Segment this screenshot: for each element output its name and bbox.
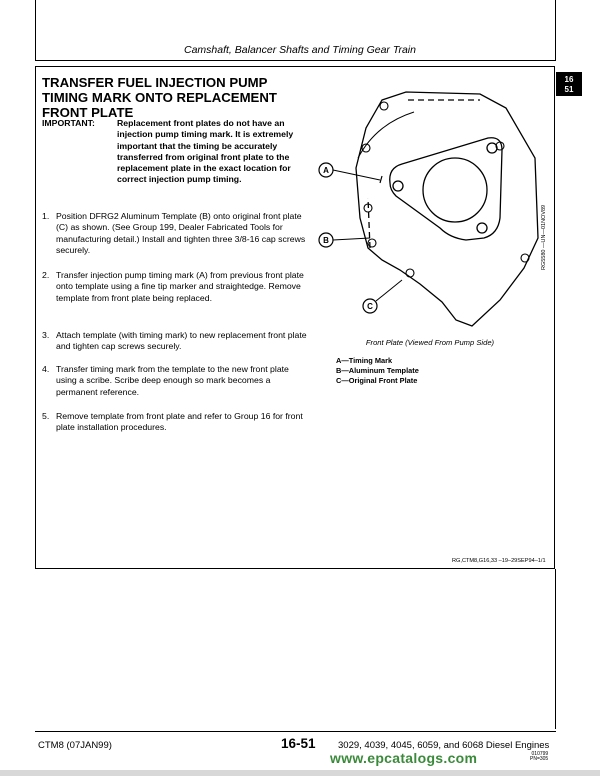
footer-date-code: 010799: [531, 751, 549, 757]
step-text: Attach template (with timing mark) to new replacement front plate and tighten cap screws securely.: [56, 330, 307, 352]
callout-label: B: [323, 236, 329, 245]
bottom-bar: [0, 770, 600, 776]
footer-manual-id: CTM8 (07JAN99): [38, 740, 112, 751]
timing-mark: [380, 176, 382, 183]
template-screw: [393, 181, 403, 191]
figure-id: RG5580 —UN—01NOV89: [541, 204, 547, 270]
watermark-link[interactable]: www.epcatalogs.com: [330, 750, 478, 766]
legend-item: A—Timing Mark: [336, 356, 393, 365]
important-label: IMPORTANT:: [42, 118, 95, 128]
section-tab: [556, 72, 582, 96]
legend-item: B—Aluminum Template: [336, 366, 419, 375]
callout-label: C: [367, 302, 373, 311]
footer-page-number: 16-51: [281, 736, 316, 751]
bolt-hole: [380, 102, 388, 110]
callout-a: [319, 163, 380, 180]
bolt-hole: [521, 254, 529, 262]
footer-code: [530, 752, 548, 762]
figure-caption: Front Plate (Viewed From Pump Side): [365, 338, 495, 347]
template-screw: [477, 223, 487, 233]
step-number: 1.: [42, 211, 50, 221]
section-title: TRANSFER FUEL INJECTION PUMP TIMING MARK ONTO REPLACEMENT FRONT PLATE: [42, 75, 277, 120]
callout-b: [319, 233, 370, 247]
template-screw: [487, 143, 497, 153]
right-rule-bottom: [555, 569, 556, 729]
pump-bore: [423, 158, 487, 222]
footer-engine-models: 3029, 4039, 4045, 6059, and 6068 Diesel Engines: [338, 740, 550, 751]
step-number: 4.: [42, 364, 50, 374]
tab-group: 16: [564, 75, 574, 84]
footer-pn: PN=305: [530, 756, 549, 762]
bolt-hole: [406, 269, 414, 277]
callout-label: A: [323, 166, 329, 175]
header-rule: [35, 60, 556, 61]
callout-c: [363, 280, 402, 313]
plate-contour: [358, 112, 414, 158]
aluminum-template: [390, 138, 502, 240]
page-header-title: Camshaft, Balancer Shafts and Timing Gear Train: [184, 44, 416, 56]
step-text: Transfer timing mark from the template to the new front plate using a scribe. Scribe deep enough so mark becomes a permanent reference.: [56, 364, 289, 397]
step-number: 2.: [42, 270, 50, 280]
front-plate-illustration: [310, 88, 545, 328]
step-number: 3.: [42, 330, 50, 340]
step-text: Position DFRG2 Aluminum Template (B) onto original front plate (C) as shown. (See Group 199, Dealer Fabricated Tools for manufacturing detail.) Install and tighten three 3/8-16 cap screws securely.: [56, 211, 306, 255]
tab-page: 51: [564, 85, 574, 94]
bolt-holes: [362, 102, 529, 277]
reference-code: RG,CTM8,G16,33 –19–29SEP94–1/1: [452, 558, 546, 564]
step-text: Transfer injection pump timing mark (A) from previous front plate onto template using a fine tip marker and straightedge. Remove template from front plate being replaced.: [56, 270, 304, 303]
step-number: 5.: [42, 411, 50, 421]
important-text: Replacement front plates do not have an injection pump timing mark. It is extremely important that the timing be accurately transferred from original front plate to the replacement plate in the exact location for correct injection pump timing.: [117, 118, 294, 185]
legend-item: C—Original Front Plate: [336, 376, 418, 385]
step-text: Remove template from front plate and refer to Group 16 for front plate installation procedures.: [56, 411, 303, 433]
footer-rule: [35, 731, 556, 732]
